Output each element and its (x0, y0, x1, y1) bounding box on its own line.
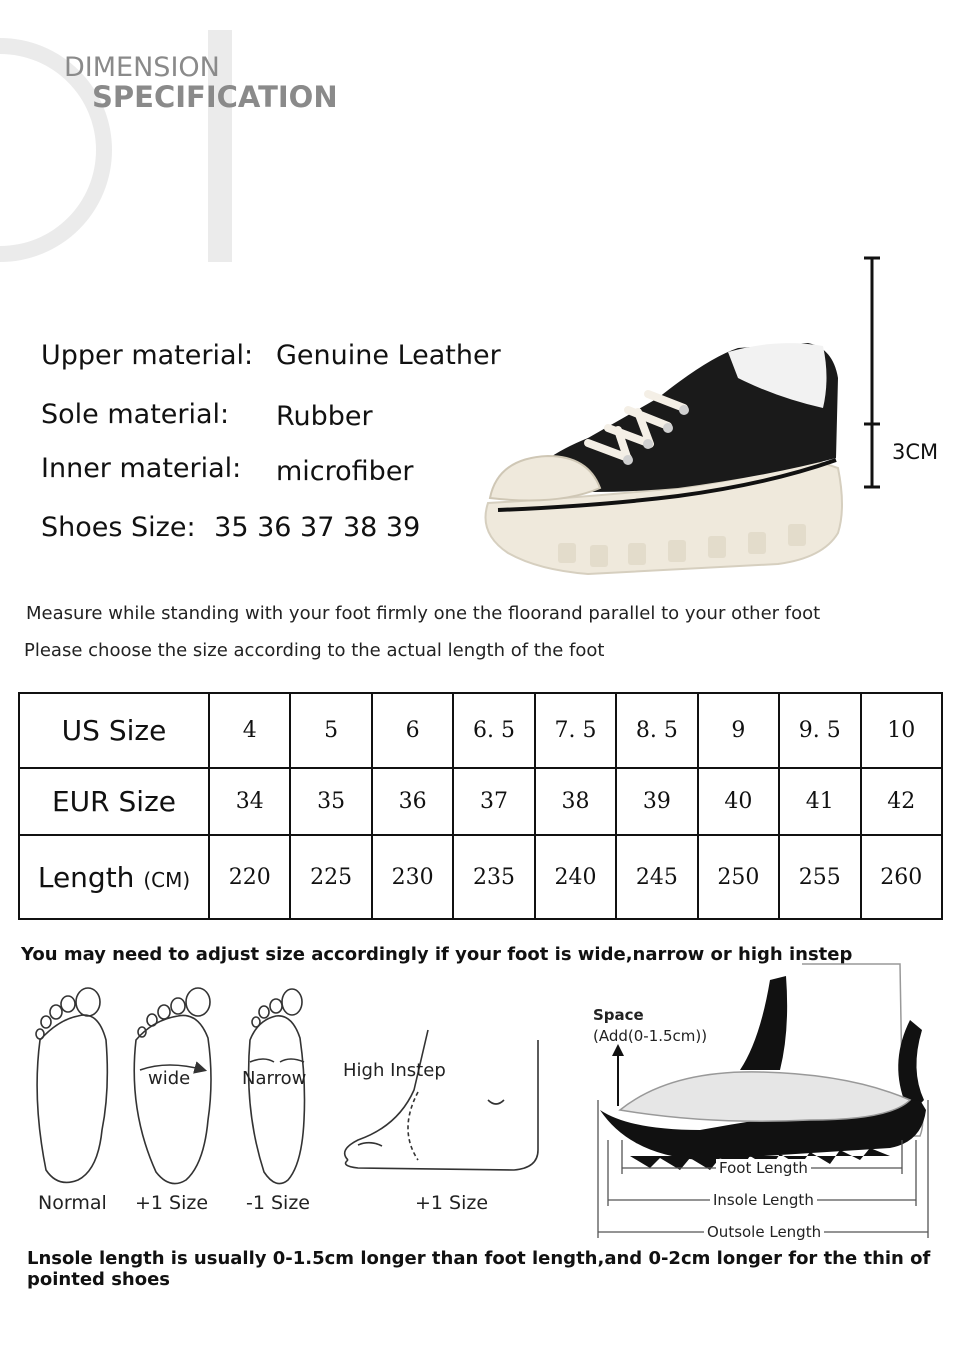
spec-value-inner: microfiber (276, 456, 414, 487)
space-add-label: (Add(0-1.5cm)) (593, 1027, 708, 1045)
spec-label-inner: Inner material: (41, 453, 242, 484)
table-cell: 38 (535, 768, 616, 835)
table-row (19, 693, 942, 768)
table-cell: 36 (372, 768, 453, 835)
table-cell: 6. 5 (453, 693, 534, 768)
spec-label-size-text: Shoes Size: (41, 512, 196, 543)
table-cell: 225 (290, 835, 371, 919)
insole-note: Lnsole length is usually 0-1.5cm longer than foot length,and 0-2cm longer for the thin of pointed shoes (27, 1248, 931, 1290)
shoe-image (478, 338, 858, 583)
row-label-eur: EUR Size (19, 768, 209, 835)
table-row (19, 768, 942, 835)
foot-length-label: Foot Length (716, 1159, 811, 1177)
table-cell: 39 (616, 768, 697, 835)
heel-height-label: 3CM (892, 440, 939, 464)
spec-value-sole: Rubber (276, 401, 373, 432)
outsole-length-label: Outsole Length (704, 1223, 824, 1241)
table-cell: 235 (453, 835, 534, 919)
wide-label: wide (148, 1068, 191, 1089)
heel-height-scale (858, 256, 888, 491)
caption-wide: +1 Size (135, 1192, 209, 1214)
table-row (19, 835, 942, 919)
table-cell: 34 (209, 768, 290, 835)
table-cell: 230 (372, 835, 453, 919)
table-cell: 41 (779, 768, 860, 835)
title-specification: SPECIFICATION (92, 80, 338, 114)
spec-value-size: 35 36 37 38 39 (214, 512, 421, 543)
table-cell: 7. 5 (535, 693, 616, 768)
table-cell: 5 (290, 693, 371, 768)
spec-label-sole: Sole material: (41, 399, 230, 430)
table-cell: 245 (616, 835, 697, 919)
size-table (18, 692, 943, 920)
table-cell: 42 (861, 768, 943, 835)
table-cell: 6 (372, 693, 453, 768)
spec-value-upper: Genuine Leather (276, 340, 501, 371)
table-cell: 260 (861, 835, 943, 919)
table-cell: 10 (861, 693, 943, 768)
row-label-length-text: Length (37, 860, 135, 894)
insole-length-label: Insole Length (710, 1191, 817, 1209)
table-cell: 40 (698, 768, 779, 835)
table-cell: 37 (453, 768, 534, 835)
fit-tip: You may need to adjust size accordingly if your foot is wide,narrow or high instep (21, 944, 853, 965)
table-cell: 9 (698, 693, 779, 768)
table-cell: 240 (535, 835, 616, 919)
high-instep-label: High Instep (343, 1060, 446, 1081)
choose-note: Please choose the size according to the actual length of the foot (24, 640, 605, 661)
row-label-length-unit: (CM) (143, 867, 191, 892)
spec-label-upper: Upper material: (41, 340, 254, 371)
caption-normal: Normal (38, 1192, 107, 1214)
row-label-us: US Size (19, 693, 209, 768)
caption-narrow: -1 Size (246, 1192, 310, 1214)
table-cell: 35 (290, 768, 371, 835)
background-numeral-graphic (0, 0, 240, 280)
caption-high-instep: +1 Size (415, 1192, 489, 1214)
table-cell: 8. 5 (616, 693, 697, 768)
table-cell: 220 (209, 835, 290, 919)
space-label: Space (593, 1006, 644, 1024)
table-cell: 4 (209, 693, 290, 768)
table-cell: 9. 5 (779, 693, 860, 768)
table-cell: 250 (698, 835, 779, 919)
narrow-label: Narrow (242, 1068, 307, 1089)
table-cell: 255 (779, 835, 860, 919)
row-label-length (19, 835, 209, 919)
measure-note: Measure while standing with your foot firmly one the floorand parallel to your other foot (26, 603, 821, 624)
spec-label-size (41, 512, 420, 543)
title-dimension: DIMENSION (64, 52, 220, 83)
